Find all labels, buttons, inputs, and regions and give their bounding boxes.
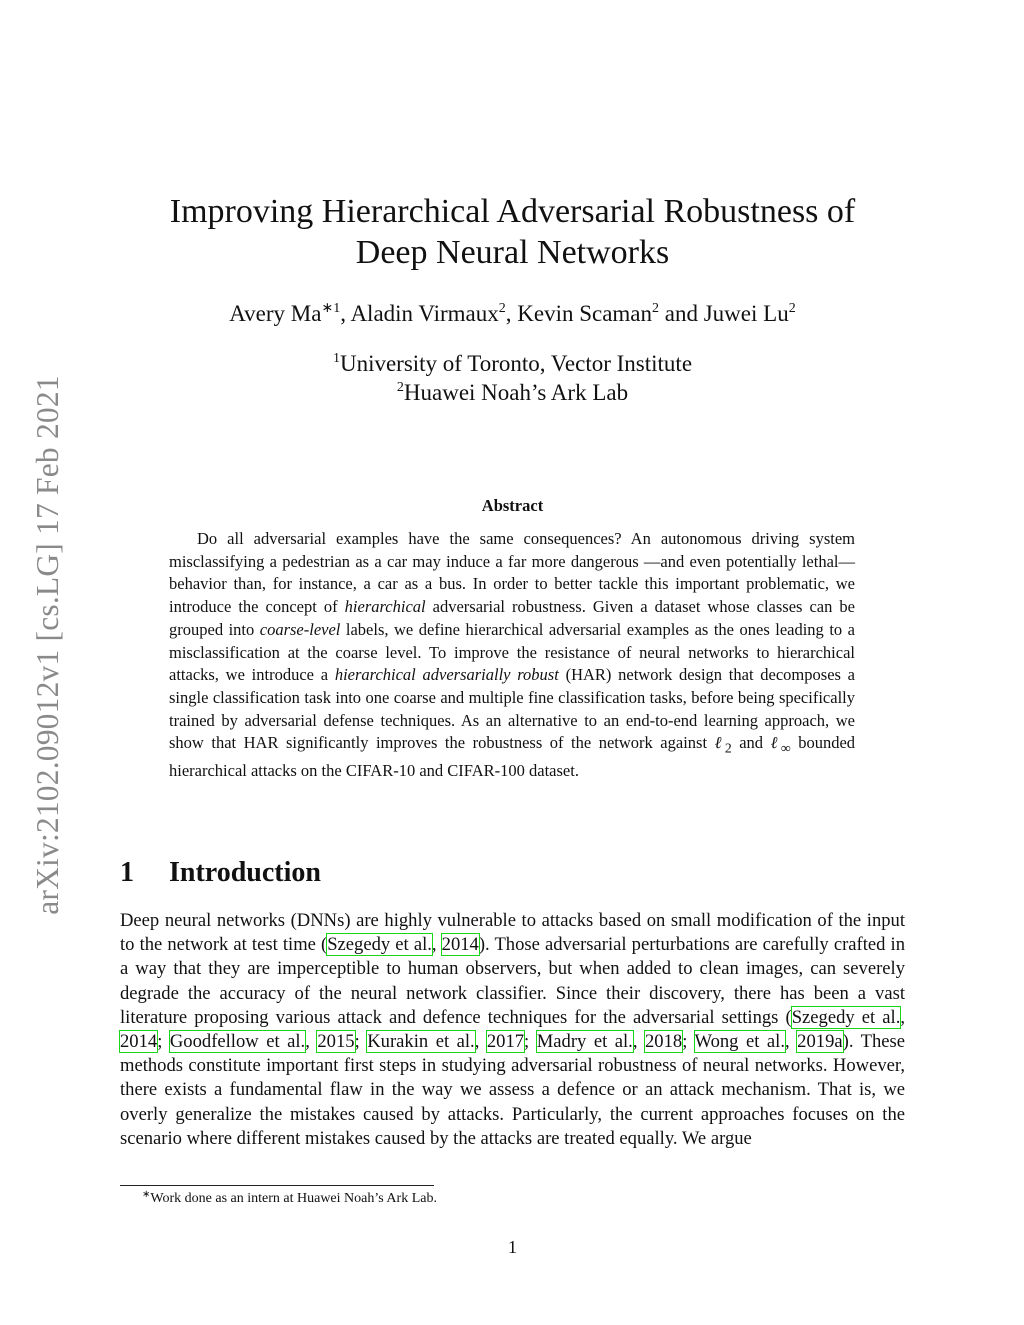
citation-year-link[interactable]: 2018 <box>645 1031 683 1053</box>
arxiv-identifier-text: arXiv:2102.09012v1 [cs.LG] 17 Feb 2021 <box>30 375 65 915</box>
abstract-text-run: bounded hierarchical attacks on the CIFAR-10 and CIFAR-100 dataset. <box>169 733 856 781</box>
citation-separator: ; <box>157 1031 170 1053</box>
citation-year-link[interactable]: 2019a <box>797 1031 843 1053</box>
abstract-emphasis: coarse-level <box>259 619 341 639</box>
affiliation-list <box>120 349 905 407</box>
citation-separator: ; <box>682 1031 695 1053</box>
title-line-1: Improving Hierarchical Adversarial Robustness of <box>169 193 856 230</box>
affiliation-line <box>120 349 905 378</box>
author-list <box>120 299 905 329</box>
citation-year-link[interactable]: 2017 <box>486 1031 525 1053</box>
citation-link-kurakin[interactable]: Kurakin et al. <box>367 1031 475 1053</box>
citation-link-szegedy[interactable]: Szegedy et al. <box>791 1006 901 1028</box>
paper-title <box>120 191 905 273</box>
math-subscript: ∞ <box>780 740 791 756</box>
abstract-heading: Abstract <box>481 496 544 515</box>
author-affiliation-mark: 2 <box>498 301 506 316</box>
author-affiliation-mark: ∗1 <box>321 301 341 316</box>
math-ell-symbol: ℓ <box>770 733 781 753</box>
citation-link-wong[interactable]: Wong et al. <box>694 1031 785 1053</box>
page-number: 1 <box>508 1237 517 1257</box>
abstract-text-run: labels, we define hierarchical adversarial examples as the ones leading to a misclassification at the coarse level. To improve the resistance of neural networks to hierarchical attacks, we introduce a <box>169 619 855 685</box>
abstract-emphasis: hierarchical adversarially robust <box>334 665 559 685</box>
citation-year-link[interactable]: 2015 <box>317 1031 355 1053</box>
citation-link-goodfellow[interactable]: Goodfellow et al. <box>169 1031 306 1053</box>
section-title: Introduction <box>169 857 321 888</box>
affiliation-name: Huawei Noah’s Ark Lab <box>403 380 629 405</box>
author-affiliation-mark: 2 <box>788 301 796 316</box>
body-text-run: ). Those adversarial perturbations are carefully crafted in a way that they are imperceptible to human observers, but when added to clean images, can severely degrade the accuracy of the neural network classifier. Since their discovery, there has been a vast literature proposing various attack and defence techniques for the adversarial settings ( <box>120 934 906 1028</box>
introduction-paragraph <box>120 909 905 1151</box>
math-ell-symbol: ℓ <box>714 733 725 753</box>
author-separator: and <box>659 301 704 326</box>
affiliation-line <box>120 378 905 407</box>
body-text-run: ). These methods constitute important first steps in studying adversarial robustness of neural networks. However, there exists a fundamental flaw in the way we assess a defence or an attack mechanism. That is, we overly generalize the mistakes caused by attacks. Particularly, the current approaches focuses on the scenario where different mistakes caused by the attacks are treated equally. We argue <box>120 1031 906 1149</box>
affiliation-name: University of Toronto, Vector Institute <box>339 351 693 376</box>
body-text-run: Deep neural networks (DNNs) are highly vulnerable to attacks based on small modification of the input to the network at test time ( <box>120 910 905 956</box>
title-line-2: Deep Neural Networks <box>355 234 670 271</box>
footnote <box>142 1190 842 1208</box>
abstract-emphasis: hierarchical <box>344 597 426 617</box>
math-subscript: 2 <box>724 740 732 756</box>
citation-separator: , <box>632 1031 645 1053</box>
author-name: Kevin Scaman <box>517 301 653 326</box>
citation-year-link[interactable]: 2014 <box>441 934 479 956</box>
author-name: Avery Ma <box>229 301 322 326</box>
affiliation-mark: 1 <box>332 351 340 366</box>
abstract-text-run: Do all adversarial examples have the same consequences? An autonomous driving system misclassifying a pedestrian as a car may induce a far more dangerous —and even potentially lethal—behavior than, for instance, a car as a bus. In order to better tackle this important problematic, we introduce the concept of <box>169 529 855 617</box>
citation-link-szegedy[interactable]: Szegedy et al. <box>327 934 432 956</box>
abstract-text-run: (HAR) network design that decomposes a single classification task into one coarse and multiple fine classification tasks, before being specifically trained by adversarial defense techniques. As an alternative to an end-to-end learning approach, we show that HAR significantly improves the robustness of the network against <box>169 665 856 753</box>
author-name: Juwei Lu <box>703 301 789 326</box>
abstract-text-run: adversarial robustness. Given a dataset whose classes can be grouped into <box>169 597 855 639</box>
citation-separator: , <box>431 934 442 956</box>
citation-separator: , <box>785 1031 798 1053</box>
citation-separator: , <box>305 1031 318 1053</box>
citation-separator: , <box>474 1031 487 1053</box>
citation-separator: ; <box>524 1031 537 1053</box>
abstract-text <box>169 528 855 783</box>
footnote-divider <box>120 1185 434 1186</box>
abstract-text-run: and <box>731 733 771 753</box>
arxiv-identifier-stamp <box>28 355 68 935</box>
footnote-text: Work done as an intern at Huawei Noah’s Ark Lab. <box>150 1191 437 1206</box>
author-separator: , <box>340 301 351 326</box>
author-affiliation-mark: 2 <box>652 301 660 316</box>
citation-year-link[interactable]: 2014 <box>120 1031 158 1053</box>
section-heading <box>120 855 720 891</box>
citation-separator: ; <box>354 1031 368 1053</box>
author-name: Aladin Virmaux <box>350 301 499 326</box>
citation-separator: , <box>900 1006 905 1028</box>
affiliation-mark: 2 <box>396 380 404 395</box>
author-separator: , <box>505 301 518 326</box>
section-number: 1 <box>120 857 134 888</box>
footnote-mark: ∗ <box>142 1189 151 1200</box>
citation-link-madry[interactable]: Madry et al. <box>536 1031 633 1053</box>
